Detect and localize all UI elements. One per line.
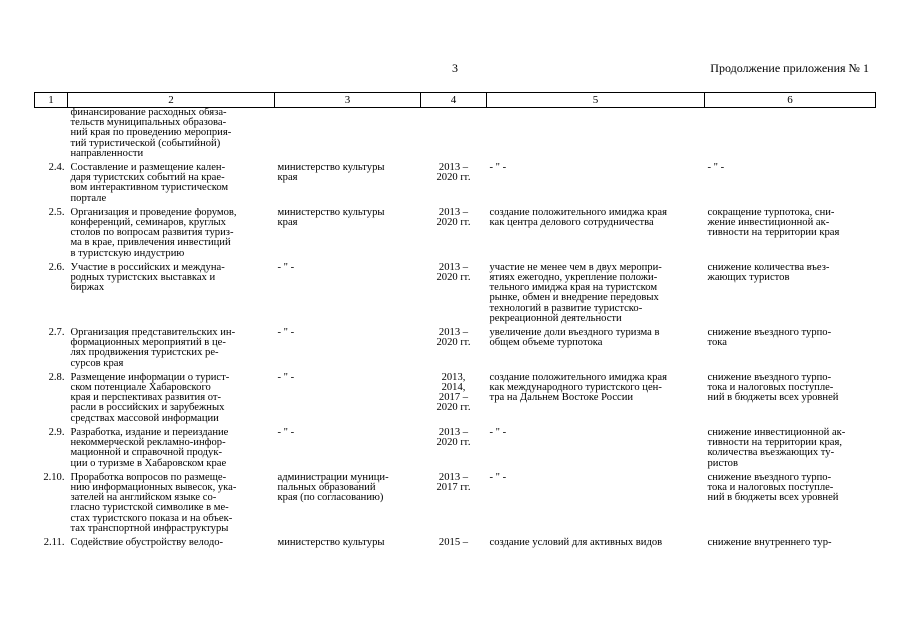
item-number: 2.11. <box>43 536 65 548</box>
executor-cell: министерство культуры края <box>277 206 385 229</box>
column-header: 3 <box>275 93 421 108</box>
effect-cell: снижение количества въез- жающих туристов <box>707 261 830 284</box>
effect-cell: снижение внутреннего тур- <box>707 536 832 548</box>
column-number-row <box>35 93 876 108</box>
table-row <box>35 328 876 373</box>
term-cell: 2013 – 2020 гг. <box>436 426 471 449</box>
action-cell: Организация и проведение форумов, конференций, семинаров, круглых столов по вопросам развития туриз- ма в крае, привлечения инвестиций в туристскую индустрию <box>70 206 237 259</box>
term-cell <box>421 108 487 164</box>
continuation-label: Продолжение приложения № 1 <box>710 61 869 75</box>
term-cell: 2013 – 2020 гг. <box>436 327 471 349</box>
table-row <box>35 428 876 473</box>
term-cell: 2013 – 2020 гг. <box>436 206 471 229</box>
result-cell: участие не менее чем в двух меропри- ятиях ежегодно, укрепление положи- тельного имиджа края на туристском рынке, обмен и внедрение передовых технологий в развитие туристско- рекреационной деятельности <box>489 261 662 324</box>
effect-cell: снижение въездного турпо- тока <box>707 327 832 349</box>
column-header: 1 <box>35 93 68 108</box>
executor-cell: министерство культуры <box>277 536 385 548</box>
action-cell: Организация представительских ин- формационных мероприятий в це- лях продвижения туристских ре- сурсов края <box>70 327 236 369</box>
effect-cell <box>705 108 876 164</box>
table-row <box>35 163 876 208</box>
effect-cell: снижение въездного турпо- тока и налоговых поступле- ний в бюджеты всех уровней <box>707 471 839 504</box>
result-cell: создание условий для активных видов <box>489 536 663 548</box>
item-number: 2.9. <box>48 426 65 438</box>
effect-cell: снижение въездного турпо- тока и налоговых поступле- ний в бюджеты всех уровней <box>707 371 839 404</box>
action-cell: финансирование расходных обяза- тельств муниципальных образова- ний края по проведению мероприя- тий туристической (событийной) направленности <box>70 107 232 159</box>
page-number: 3 <box>452 61 458 75</box>
action-cell: Разработка, издание и переиздание некоммерческой рекламно-инфор- мационной и справочной продук- ции о туризме в Хабаровском крае <box>70 426 229 469</box>
action-cell: Содействие обустройству велодо- <box>70 536 224 548</box>
result-cell: - " - <box>489 426 507 438</box>
action-cell: Участие в российских и междуна- родных туристских выставках и биржах <box>70 261 225 294</box>
result-cell <box>487 108 705 164</box>
term-cell: 2013 – 2020 гг. <box>436 261 471 284</box>
item-number: 2.4. <box>48 162 65 174</box>
appendix-table <box>34 92 876 552</box>
result-cell: - " - <box>489 162 507 174</box>
effect-cell: снижение инвестиционной ак- тивности на территории края, количества въезжающих ту- ристов <box>707 426 846 469</box>
term-cell: 2013, 2014, 2017 – 2020 гг. <box>436 371 471 414</box>
executor-cell: - " - <box>277 426 295 438</box>
executor-cell: - " - <box>277 327 295 339</box>
action-cell: Размещение информации о турист- ском потенциале Хабаровского края и перспективах развития от- расли в российских и зарубежных средствах массовой информации <box>70 371 230 424</box>
result-cell: увеличение доли въездного туризма в общем объеме турпотока <box>489 327 660 349</box>
executor-cell: министерство культуры края <box>277 162 385 184</box>
term-cell: 2015 – <box>438 536 469 548</box>
action-cell: Составление и размещение кален- даря туристских событий на крае- вом интерактивном туристическом портале <box>70 162 229 204</box>
item-number: 2.6. <box>48 261 65 273</box>
effect-cell: - " - <box>707 162 725 174</box>
executor-cell <box>275 108 421 164</box>
result-cell: создание положительного имиджа края как международного туристского цен- тра на Дальнем Востоке России <box>489 371 667 404</box>
executor-cell: - " - <box>277 261 295 273</box>
table-row <box>35 473 876 538</box>
column-header: 4 <box>421 93 487 108</box>
item-number: 2.7. <box>48 327 65 339</box>
item-number: 2.5. <box>48 206 65 218</box>
item-number: 2.10. <box>43 471 65 483</box>
term-cell: 2013 – 2020 гг. <box>436 162 471 184</box>
column-header: 6 <box>705 93 876 108</box>
result-cell: - " - <box>489 471 507 483</box>
table-row <box>35 208 876 263</box>
table-row <box>35 108 876 164</box>
table-row <box>35 373 876 428</box>
result-cell: создание положительного имиджа края как центра делового сотрудничества <box>489 206 667 229</box>
action-cell: Проработка вопросов по размеще- нию информационных вывесок, ука- зателей на английском языке со- гласно туристской символике в ме- стах туристского показа и на объек- тах транспортной инфраструктуры <box>70 471 237 534</box>
effect-cell: сокращение турпотока, сни- жение инвестиционной ак- тивности на территории края <box>707 206 840 239</box>
executor-cell: - " - <box>277 371 295 383</box>
term-cell: 2013 – 2017 гг. <box>436 471 471 493</box>
item-number: 2.8. <box>48 371 65 383</box>
table-row <box>35 263 876 328</box>
column-header: 5 <box>487 93 705 108</box>
column-header: 2 <box>68 93 275 108</box>
table-row <box>35 538 876 552</box>
executor-cell: администрации муници- пальных образований края (по согласованию) <box>277 471 389 504</box>
item-number <box>35 108 68 164</box>
